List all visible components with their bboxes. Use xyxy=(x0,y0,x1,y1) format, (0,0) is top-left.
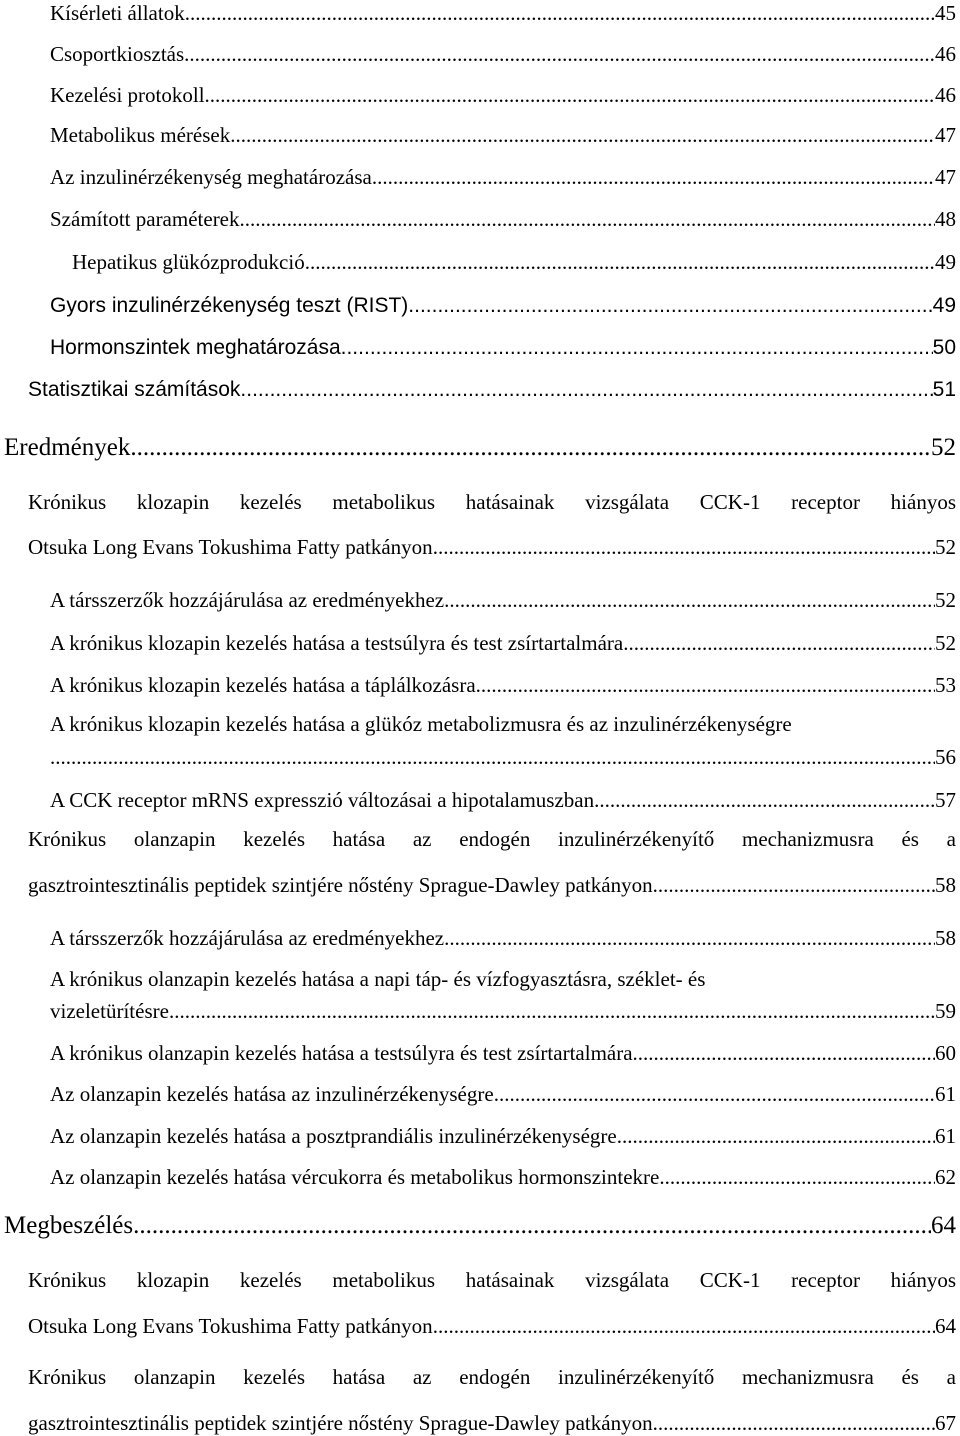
toc-entry-title: Kísérleti állatok xyxy=(50,1,185,25)
leader-dots xyxy=(633,1041,935,1066)
toc-entry-title-line: Krónikus klozapin kezelés metabolikus hatásainak vizsgálata CCK-1 receptor hiányos xyxy=(28,1268,956,1292)
toc-entry[interactable] xyxy=(0,370,956,402)
toc-entry[interactable] xyxy=(0,0,956,26)
leader-dots xyxy=(230,123,935,148)
toc-entry[interactable] xyxy=(0,528,956,560)
leader-dots xyxy=(494,1082,935,1107)
toc-entry[interactable] xyxy=(0,866,956,898)
toc-entry-title: Az olanzapin kezelés hatása a posztprandiális inzulinérzékenységre xyxy=(50,1124,617,1148)
toc-entry-page: 49 xyxy=(932,294,956,317)
toc-entry[interactable] xyxy=(0,1075,956,1107)
toc-entry-page: 47 xyxy=(935,165,956,189)
toc-entry[interactable] xyxy=(0,1034,956,1066)
leader-dots xyxy=(185,1,935,26)
leader-dots xyxy=(240,207,935,232)
toc-entry-page: 45 xyxy=(935,1,956,25)
toc-entry-page: 50 xyxy=(932,336,956,359)
toc-entry[interactable] xyxy=(0,781,956,813)
toc-entry-page: 60 xyxy=(935,1041,956,1065)
leader-dots xyxy=(653,873,935,898)
toc-entry-page: 47 xyxy=(935,123,956,147)
toc-entry-page: 61 xyxy=(935,1124,956,1148)
toc-entry[interactable] xyxy=(0,328,956,360)
toc-chapter-page: 64 xyxy=(931,1212,956,1239)
toc-entry-title: Gyors inzulinérzékenység teszt (RIST) xyxy=(50,294,409,317)
toc-entry-title-line: Krónikus klozapin kezelés metabolikus hatásainak vizsgálata CCK-1 receptor hiányos xyxy=(28,490,956,514)
toc-entry-page: 62 xyxy=(935,1165,956,1189)
toc-entry-title: gasztrointesztinális peptidek szintjére nőstény Sprague-Dawley patkányon xyxy=(28,873,653,897)
leader-dots xyxy=(372,165,935,190)
toc-entry[interactable] xyxy=(0,35,956,67)
toc-entry[interactable] xyxy=(0,1117,956,1149)
leader-dots xyxy=(623,631,935,656)
toc-entry-title: A krónikus olanzapin kezelés hatása a testsúlyra és test zsírtartalmára xyxy=(50,1041,633,1065)
toc-entry-page: 59 xyxy=(935,999,956,1023)
toc-entry[interactable] xyxy=(0,1158,956,1190)
toc-entry[interactable] xyxy=(0,158,956,190)
toc-entry-title-line: A krónikus klozapin kezelés hatása a glükóz metabolizmusra és az inzulinérzékenységre xyxy=(50,712,792,736)
toc-entry-title: Statisztikai számítások xyxy=(28,378,241,401)
toc-entry[interactable] xyxy=(0,1307,956,1339)
toc-entry-page: 56 xyxy=(935,745,956,769)
toc-entry[interactable] xyxy=(0,76,956,108)
toc-entry-title: Az olanzapin kezelés hatása az inzulinérzékenységre xyxy=(50,1082,494,1106)
toc-chapter[interactable] xyxy=(0,1204,956,1240)
leader-dots xyxy=(184,42,935,67)
toc-entry-page: 46 xyxy=(935,42,956,66)
toc-entry-page: 52 xyxy=(935,631,956,655)
toc-entry-title-line: Krónikus olanzapin kezelés hatása az endogén inzulinérzékenyítő mechanizmusra és a xyxy=(28,827,956,851)
toc-entry-title: A társszerzők hozzájárulása az eredményekhez xyxy=(50,588,445,612)
toc-entry-title-line: A krónikus olanzapin kezelés hatása a napi táp- és vízfogyasztásra, széklet- és xyxy=(50,967,706,991)
toc-entry-page: 48 xyxy=(935,207,956,231)
toc-entry-page: 51 xyxy=(932,378,956,401)
leader-dots xyxy=(341,336,933,360)
toc-entry-page: 61 xyxy=(935,1082,956,1106)
toc-entry-title-line: Krónikus olanzapin kezelés hatása az endogén inzulinérzékenyítő mechanizmusra és a xyxy=(28,1365,956,1389)
toc-entry[interactable] xyxy=(0,738,956,770)
leader-dots xyxy=(653,1411,935,1436)
toc-entry-title: gasztrointesztinális peptidek szintjére nőstény Sprague-Dawley patkányon xyxy=(28,1411,653,1435)
toc-entry[interactable] xyxy=(0,992,956,1024)
toc-entry-title: vizeletürítésre xyxy=(50,999,169,1023)
leader-dots xyxy=(50,745,935,770)
toc-entry-page: 49 xyxy=(935,250,956,274)
leader-dots xyxy=(433,535,935,560)
toc-entry-title: Otsuka Long Evans Tokushima Fatty patkányon xyxy=(28,535,433,559)
toc-entry[interactable] xyxy=(0,581,956,613)
toc-chapter-title: Megbeszélés xyxy=(4,1212,134,1239)
leader-dots xyxy=(444,926,935,951)
leader-dots xyxy=(169,999,935,1024)
toc-entry-title: A társszerzők hozzájárulása az eredményekhez xyxy=(50,926,445,950)
toc-entry-page: 52 xyxy=(935,535,956,559)
toc-entry-title: Otsuka Long Evans Tokushima Fatty patkányon xyxy=(28,1314,433,1338)
leader-dots xyxy=(240,378,932,402)
leader-dots xyxy=(305,250,935,275)
toc-entry-title: Számított paraméterek xyxy=(50,207,240,231)
leader-dots xyxy=(617,1124,935,1149)
toc-entry-page: 58 xyxy=(935,873,956,897)
leader-dots xyxy=(205,83,935,108)
toc-entry-title: A CCK receptor mRNS expresszió változásai a hipotalamuszban xyxy=(50,788,595,812)
toc-entry[interactable] xyxy=(0,116,956,148)
toc-entry-title: Kezelési protokoll xyxy=(50,83,205,107)
toc-entry-title: Hepatikus glükózprodukció xyxy=(72,250,305,274)
toc-entry-title: Metabolikus mérések xyxy=(50,123,231,147)
toc-entry-page: 57 xyxy=(935,788,956,812)
toc-entry-page: 52 xyxy=(935,588,956,612)
toc-entry[interactable] xyxy=(0,919,956,951)
toc-chapter[interactable] xyxy=(0,426,956,462)
toc-entry[interactable] xyxy=(0,624,956,656)
toc-entry[interactable] xyxy=(0,200,956,232)
toc-chapter-title: Eredmények xyxy=(4,434,131,461)
toc-entry[interactable] xyxy=(0,286,956,318)
leader-dots xyxy=(476,673,935,698)
leader-dots xyxy=(408,294,932,318)
toc-entry-title: A krónikus klozapin kezelés hatása a táplálkozásra xyxy=(50,673,476,697)
toc-entry-title: A krónikus klozapin kezelés hatása a testsúlyra és test zsírtartalmára xyxy=(50,631,624,655)
leader-dots xyxy=(133,1212,931,1240)
toc-entry-page: 67 xyxy=(935,1411,956,1435)
leader-dots xyxy=(130,434,931,462)
toc-entry-title: Csoportkiosztás xyxy=(50,42,185,66)
toc-entry-title: Az olanzapin kezelés hatása vércukorra és metabolikus hormonszintekre xyxy=(50,1165,660,1189)
leader-dots xyxy=(444,588,935,613)
toc-entry-page: 46 xyxy=(935,83,956,107)
toc-entry[interactable] xyxy=(0,1404,956,1436)
leader-dots xyxy=(659,1165,935,1190)
toc-entry[interactable] xyxy=(0,243,956,275)
toc-entry-title: Az inzulinérzékenység meghatározása xyxy=(50,165,372,189)
toc-chapter-page: 52 xyxy=(931,434,956,461)
toc-entry-page: 64 xyxy=(935,1314,956,1338)
toc-entry-title: Hormonszintek meghatározása xyxy=(50,336,341,359)
toc-entry-page: 58 xyxy=(935,926,956,950)
leader-dots xyxy=(594,788,935,813)
toc-entry[interactable] xyxy=(0,666,956,698)
toc-entry-page: 53 xyxy=(935,673,956,697)
leader-dots xyxy=(433,1314,935,1339)
